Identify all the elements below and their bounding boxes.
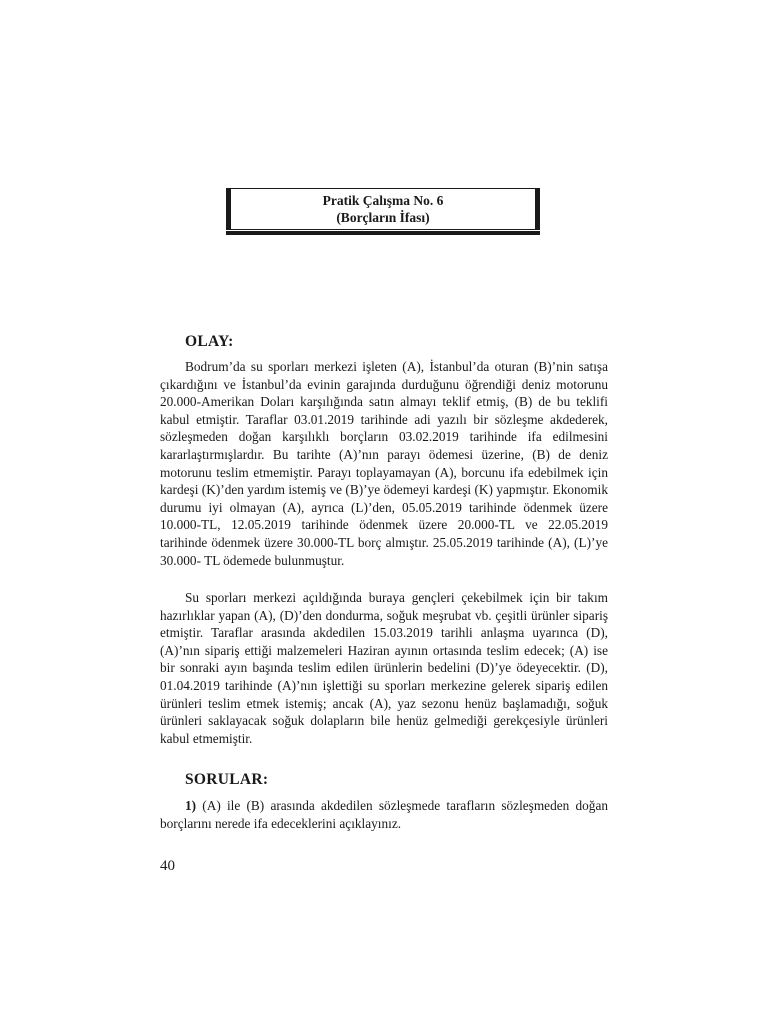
olay-paragraph-2-text: Su sporları merkezi açıldığında buraya gençleri çekebilmek için bir takım hazırlıklar yapan (A), (D)’den dondurma, soğuk meşrubat vb. çeşitli ürünler sipariş etmiştir. Taraflar arasında akdedilen 15.03.2019 tarihli anlaşma uyarınca (D), (A)’nın sipariş ettiği malzemeleri Haziran ayının ortasında teslim edecek; (A) ise bir sonraki ayın başında teslim edilen ürünlerin bedelini (D)’ye ödeyecektir. (D), 01.04.2019 tarihinde (A)’nın işlettiği su sporları merkezine gelerek sipariş edilen ürünleri teslim etmek istemiş; ancak (A), yaz sezonu henüz başlamadığı, soğuk ürünleri saklayacak soğuk dolapların bile henüz gelmediği gerekçesiyle ürünleri kabul etmemiştir.: [160, 590, 608, 746]
olay-paragraph-1: [160, 358, 608, 569]
exercise-title: Pratik Çalışma No. 6: [322, 193, 444, 208]
page-number: 40: [160, 858, 175, 874]
question-1-text: (A) ile (B) arasında akdedilen sözleşmede tarafların sözleşmeden doğan borçlarını nerede ifa edeceklerini açıklayınız.: [160, 798, 608, 831]
question-1: [160, 797, 608, 832]
exercise-title-box: [226, 188, 540, 230]
olay-heading: OLAY:: [185, 333, 234, 350]
olay-paragraph-2: [160, 589, 608, 747]
sorular-heading: SORULAR:: [185, 771, 269, 788]
question-1-number: 1): [185, 798, 197, 813]
olay-paragraph-1-text: Bodrum’da su sporları merkezi işleten (A), İstanbul’da oturan (B)’nin satışa çıkardığını ve İstanbul’da evinin garajında durduğunu öğrendiği deniz motorunu 20.000-Amerikan Doları karşılığında satın almayı teklif etmiş, (B) de bu teklifi kabul etmiştir. Taraflar 03.01.2019 tarihinde adi yazılı bir sözleşme akdederek, sözleşmeden doğan karşılıklı borçların 03.02.2019 tarihinde ifa edilmesini kararlaştırmışlardır. Bu tarihte (A)’nın parayı ödemesi üzerine, (B) de deniz motorunu teslim etmemiştir. Parayı toplayamayan (A), borcunu ifa edebilmek için kardeşi (K)’den yardım istemiş ve (B)’ye ödemeyi kardeşi (K) yapmıştır. Ekonomik durumu iyi olmayan (A), ayrıca (L)’den, 05.05.2019 tarihinde ödenmek üzere 10.000-TL, 12.05.2019 tarihinde ödenmek üzere 20.000-TL ve 22.05.2019 tarihinde ödenmek üzere 30.000-TL borç almıştır. 25.05.2019 tarihinde (A), (L)’ye 30.000- TL ödemede bulunmuştur.: [160, 359, 608, 568]
exercise-subtitle: (Borçların İfası): [336, 210, 430, 225]
